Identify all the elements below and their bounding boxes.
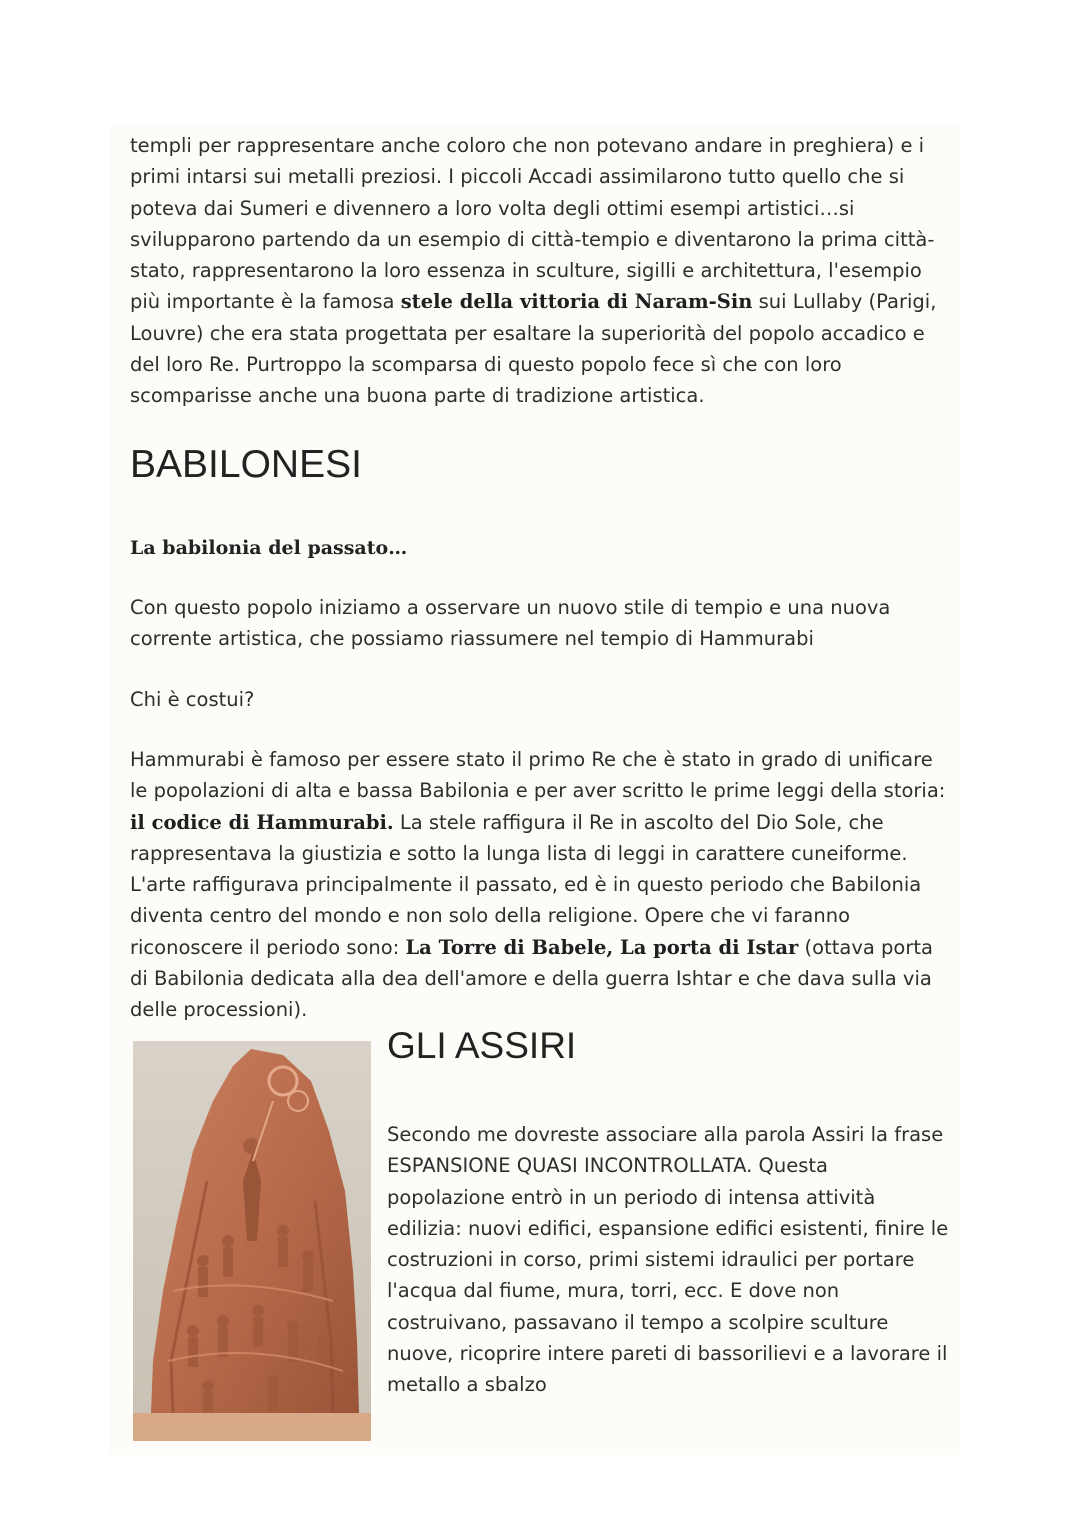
intro-paragraph [130,130,948,412]
para2-text-b: La stele raffigura il Re in ascolto del Dio Sole, che rappresentava la giustizia e sotto la lunga lista di leggi in carattere cuneiforme. L'arte raffigurava principalmente il passato, ed è in questo periodo che Babilonia diventa centro del mondo e non solo della religione. Opere che vi faranno riconoscere il periodo sono: [130,810,922,959]
babilonesi-paragraph-2 [130,744,952,1026]
assiri-paragraph: Secondo me dovreste associare alla parola Assiri la frase ESPANSIONE QUASI INCONTROLLATA. Questa popolazione entrò in un periodo di intensa attività edilizia: nuovi edifici, espansione edifici esistenti, finire le costruzioni in corso, primi sistemi idraulici per portare l'acqua dal fiume, mura, torri, ecc. E dove non costruivano, passavano il tempo a scolpire sculture nuove, ricoprire intere pareti di bassorilievi e a lavorare il metallo a sbalzo [387,1123,949,1397]
heading-assiri: GLI ASSIRI [387,1025,577,1066]
intro-bold-naram-sin: stele della vittoria di Naram-Sin [400,290,753,314]
subtitle-babilonia: La babilonia del passato… [130,537,408,559]
stele-image [133,1041,371,1441]
heading-babilonesi: BABILONESI [130,443,362,486]
intro-text-1: templi per rappresentare anche coloro che non potevano andare in preghiera) e i primi intarsi sui metalli preziosi. I piccoli Accadi assimilarono tutto quello che si poteva dai Sumeri e divennero a loro volta degli ottimi esempi artistici…si svilupparono partendo da un esempio di città-tempio e diventarono la prima città-stato, rappresentarono la loro essenza in sculture, sigilli e architettura, l'esempio più importante è la famosa [130,134,935,314]
para2-bold-opere: La Torre di Babele, La porta di Istar [405,935,799,959]
para2-text-a: Hammurabi è famoso per essere stato il primo Re che è stato in grado di unificare le popolazioni di alta e bassa Babilonia e per aver scritto le prime leggi della storia: [130,748,946,803]
babilonesi-paragraph-1: Con questo popolo iniziamo a osservare un nuovo stile di tempio e una nuova corrente artistica, che possiamo riassumere nel tempio di Hammurabi [130,596,891,651]
para2-bold-codice: il codice di Hammurabi. [130,810,394,834]
babilonesi-question: Chi è costui? [130,688,255,711]
intro-text-2: sui Lullaby (Parigi, Louvre) che era stata progettata per esaltare la superiorità del popolo accadico e del loro Re. Purtroppo la scomparsa di questo popolo fece sì che con loro scomparisse anche una buona parte di tradizione artistica. [130,290,937,408]
para2-text-c: (ottava porta di Babilonia dedicata alla dea dell'amore e della guerra Ishtar e che dava sulla via delle processioni). [130,935,933,1022]
